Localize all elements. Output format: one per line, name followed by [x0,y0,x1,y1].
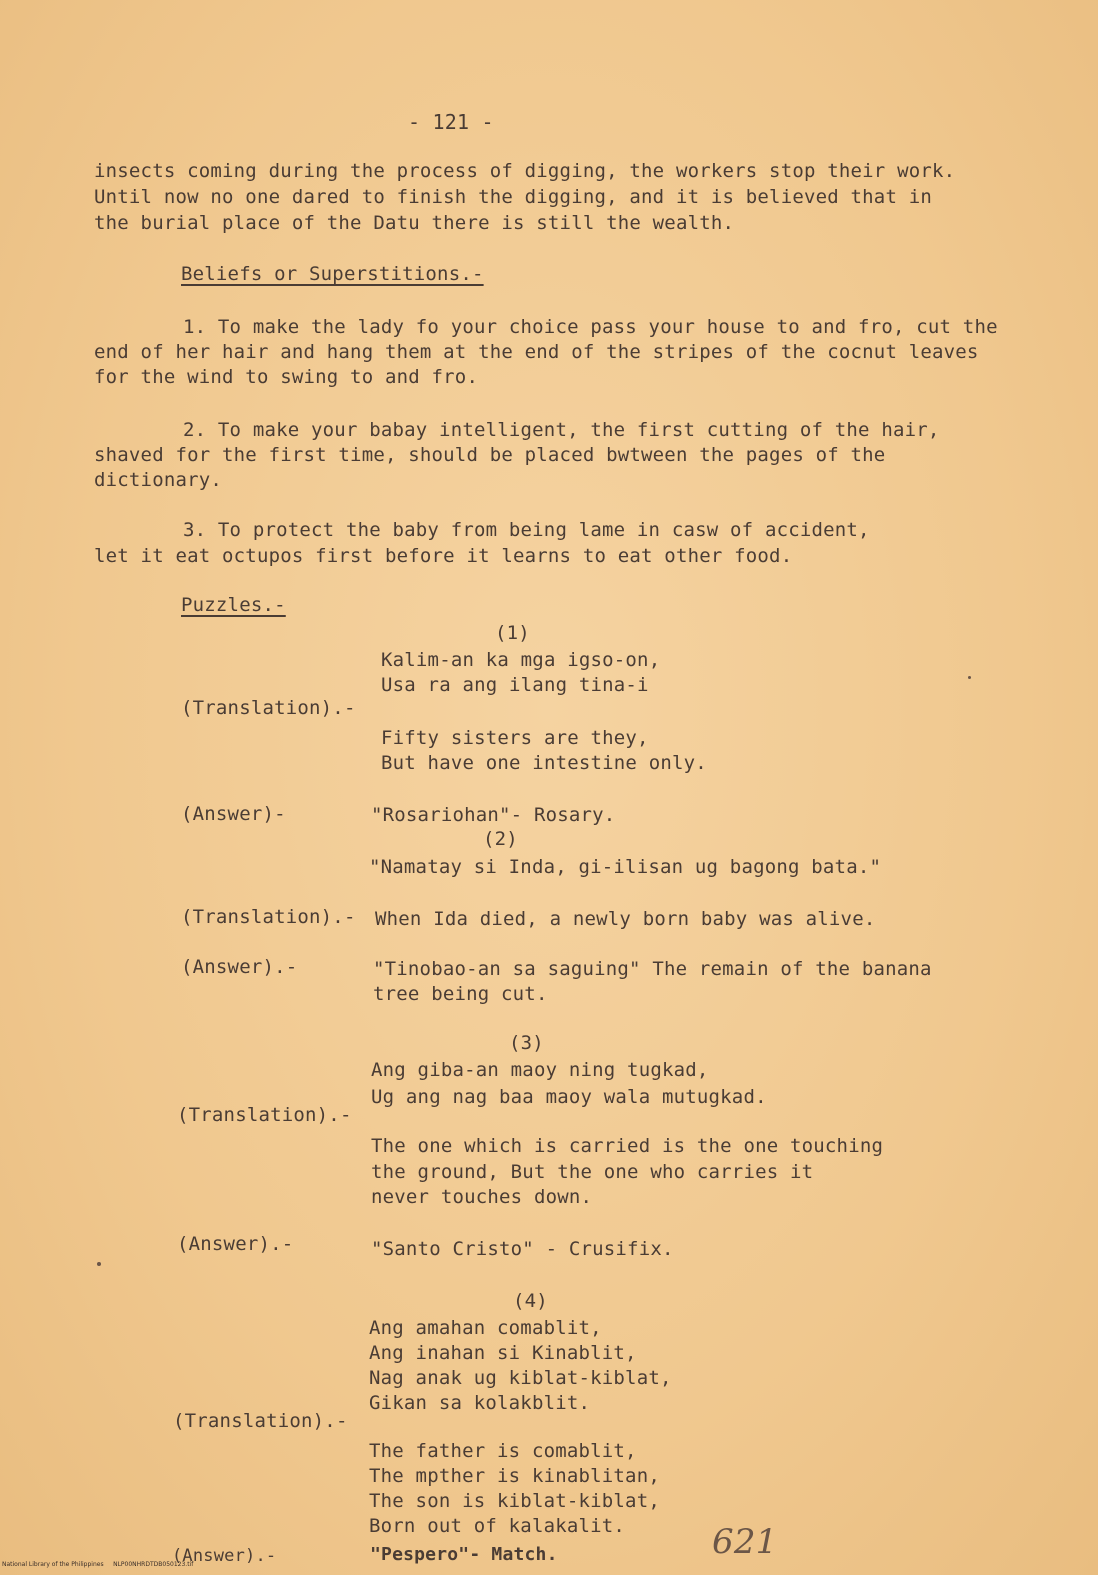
puzzle-1-translation-line-1: Fifty sisters are they, [381,727,649,749]
puzzle-3-translation-label: (Translation).- [177,1104,352,1126]
puzzle-1-number: (1) [495,622,530,644]
puzzle-3-number: (3) [509,1032,544,1054]
puzzle-4-translation-line-1: The father is comablit, [369,1440,637,1462]
intro-line-3: the burial place of the Datu there is still the wealth. [94,212,735,234]
puzzle-2-riddle: "Namatay si Inda, gi-ilisan ug bagong bata." [369,856,882,878]
archive-footer: National Library of the Philippines NLP00NHRDTDB050123.tif [2,1561,194,1568]
handwritten-page-number: 621 [712,1522,778,1562]
puzzle-4-riddle-line-3: Nag anak ug kiblat-kiblat, [369,1367,672,1389]
puzzles-heading: Puzzles.- [181,594,286,616]
puzzle-1-riddle-line-2: Usa ra ang ilang tina-i [381,674,649,696]
puzzle-3-answer: "Santo Cristo" - Crusifix. [371,1238,674,1260]
puzzle-1-answer-label: (Answer)- [181,803,286,825]
puzzle-2-number: (2) [483,828,518,850]
puzzle-4-translation-line-4: Born out of kalakalit. [369,1515,626,1537]
puzzle-3-riddle-line-2: Ug ang nag baa maoy wala mutugkad. [371,1086,767,1108]
puzzle-3-answer-label: (Answer).- [177,1233,294,1255]
puzzle-2-answer-label: (Answer).- [181,956,298,978]
page-number: - 121 - [408,110,494,134]
intro-line-1: insects coming during the process of digging, the workers stop their work. [94,160,956,182]
belief-1-line-3: for the wind to swing to and fro. [94,366,479,388]
puzzle-4-riddle-line-2: Ang inahan si Kinablit, [369,1342,637,1364]
puzzle-4-answer-label: (Answer).- [172,1546,277,1566]
puzzle-4-riddle-line-1: Ang amahan comablit, [369,1317,602,1339]
puzzle-3-riddle-line-1: Ang giba-an maoy ning tugkad, [371,1059,709,1081]
puzzle-3-translation-line-2: the ground, But the one who carries it [371,1161,814,1183]
puzzle-1-riddle-line-1: Kalim-an ka mga igso-on, [381,649,661,671]
puzzle-1-translation-label: (Translation).- [181,697,356,719]
belief-1-line-2: end of her hair and hang them at the end of the stripes of the cocnut leaves [94,341,979,363]
puzzle-1-translation-line-2: But have one intestine only. [381,752,707,774]
puzzle-4-translation-label: (Translation).- [173,1410,348,1432]
belief-1-line-1: 1. To make the lady fo your choice pass your house to and fro, cut the [183,316,998,338]
puzzle-3-translation-line-1: The one which is carried is the one touching [371,1135,884,1157]
belief-2-line-1: 2. To make your babay intelligent, the first cutting of the hair, [183,419,940,441]
puzzle-4-number: (4) [513,1290,548,1312]
speck-mark [968,676,971,679]
belief-3-line-2: let it eat octupos first before it learns to eat other food. [94,545,793,567]
puzzle-4-riddle-line-4: Gikan sa kolakblit. [369,1392,591,1414]
puzzle-2-translation: When Ida died, a newly born baby was alive. [375,908,876,930]
belief-3-line-1: 3. To protect the baby from being lame in casw of accident, [183,519,870,541]
belief-2-line-3: dictionary. [94,469,223,491]
speck-mark [97,1262,101,1266]
beliefs-heading: Beliefs or Superstitions.- [181,263,484,285]
puzzle-2-answer-line-2: tree being cut. [373,983,548,1005]
puzzle-4-translation-line-3: The son is kiblat-kiblat, [369,1490,660,1512]
puzzle-4-answer: "Pespero"- Match. [370,1544,558,1565]
intro-line-2: Until now no one dared to finish the digging, and it is believed that in [94,186,933,208]
puzzle-3-translation-line-3: never touches down. [371,1186,593,1208]
puzzle-1-answer: "Rosariohan"- Rosary. [371,804,616,826]
puzzle-2-translation-label: (Translation).- [181,906,356,928]
puzzle-4-translation-line-2: The mpther is kinablitan, [369,1465,660,1487]
puzzle-2-answer-line-1: "Tinobao-an sa saguing" The remain of the banana [373,958,932,980]
belief-2-line-2: shaved for the first time, should be placed bwtween the pages of the [94,444,886,466]
